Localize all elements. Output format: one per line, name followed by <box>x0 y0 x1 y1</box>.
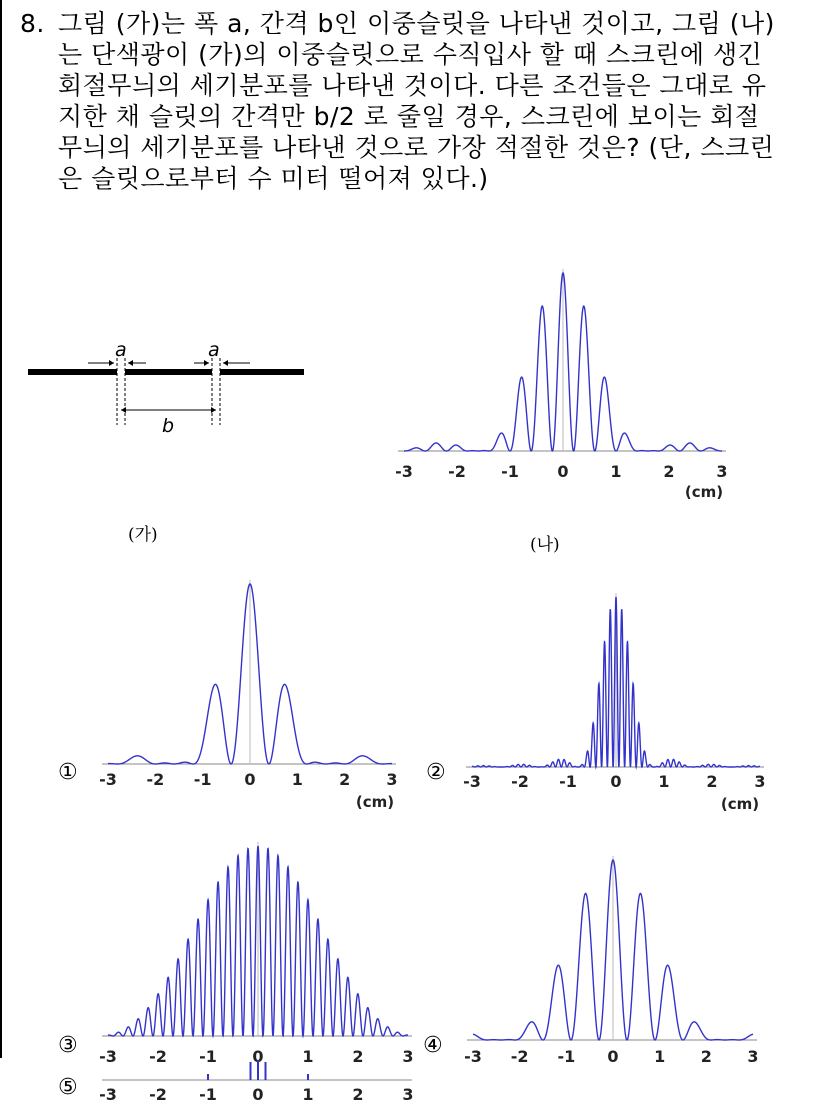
x-tick-label: 3 <box>402 1047 414 1066</box>
x-tick-label: 2 <box>339 770 351 789</box>
x-tick-label: -2 <box>149 1085 167 1104</box>
x-tick-label: 3 <box>386 770 398 789</box>
x-axis-unit-label: (cm) <box>684 483 724 501</box>
slit-diagram-svg <box>28 330 308 460</box>
graph-choice-3 <box>99 840 414 1070</box>
x-tick-label: 3 <box>747 1047 759 1066</box>
choice-4-label[interactable]: ④ <box>423 1033 443 1058</box>
x-tick-label: 0 <box>252 1047 264 1066</box>
caption-ga: (가) <box>128 525 158 545</box>
x-tick-label: 1 <box>610 462 622 481</box>
x-tick-label: -1 <box>559 772 577 791</box>
left-border-rule <box>0 0 2 1058</box>
x-tick-label: -1 <box>557 1047 576 1066</box>
graph-choice-1 <box>99 575 398 815</box>
arrow-head <box>211 407 216 413</box>
x-tick-label: -2 <box>146 770 165 789</box>
x-tick-label: -2 <box>510 1047 529 1066</box>
x-tick-label: 3 <box>754 772 766 791</box>
x-tick-label: 1 <box>291 770 303 789</box>
x-tick-label: -3 <box>99 1085 117 1104</box>
x-tick-label: -3 <box>464 1047 482 1066</box>
caption-na: (나) <box>530 535 560 555</box>
x-tick-label: 2 <box>706 772 718 791</box>
x-tick-label: 0 <box>607 1047 619 1066</box>
x-tick-label: -1 <box>193 770 212 789</box>
label-a-right: a <box>208 339 220 361</box>
x-tick-label: -2 <box>149 1047 167 1066</box>
choice-2-label[interactable]: ② <box>426 760 446 785</box>
label-a-left: a <box>115 339 127 361</box>
arrow-head <box>223 360 228 366</box>
x-tick-label: 2 <box>352 1047 364 1066</box>
graph-na <box>394 265 728 505</box>
x-tick-label: 3 <box>402 1085 414 1104</box>
arrow-head <box>128 360 133 366</box>
x-tick-label: -3 <box>99 770 117 789</box>
x-tick-label: -2 <box>511 772 529 791</box>
choice-3-label[interactable]: ③ <box>58 1033 78 1058</box>
x-tick-label: 0 <box>557 462 569 481</box>
choice-5-label[interactable]: ⑤ <box>58 1075 78 1100</box>
x-tick-label: 1 <box>302 1047 314 1066</box>
arrow-head <box>121 407 126 413</box>
x-tick-label: 2 <box>352 1085 364 1104</box>
x-tick-label: -2 <box>448 462 466 481</box>
arrow-head <box>109 360 114 366</box>
choice-1-label[interactable]: ① <box>58 760 78 785</box>
slit-diagram <box>28 330 308 460</box>
x-tick-label: 1 <box>302 1085 314 1104</box>
x-tick-label: 2 <box>663 462 675 481</box>
x-axis-unit-label: (cm) <box>355 793 395 811</box>
question-number: 8. <box>20 9 45 38</box>
x-tick-label: -1 <box>199 1085 217 1104</box>
x-tick-label: -1 <box>199 1047 217 1066</box>
x-tick-label: 0 <box>244 770 256 789</box>
x-tick-label: -1 <box>501 462 519 481</box>
x-tick-label: -3 <box>463 772 481 791</box>
graph-choice-5 <box>99 1060 414 1106</box>
x-tick-label: 0 <box>610 772 622 791</box>
x-tick-label: 3 <box>716 462 728 481</box>
x-tick-label: -3 <box>99 1047 117 1066</box>
question-text: 그림 (가)는 폭 a, 간격 b인 이중슬릿을 나타낸 것이고, 그림 (나)는 단색광이 (가)의 이중슬릿으로 수직입사 할 때 스크린에 생긴 회절무늬의 세기분포를 나타낸 것이다. 다른 조건들은 그대로 유지한 채 슬릿의 간격만 b/2 로 줄일 경우, 스크린에 보이는 회절무늬의 세기분포를 나타낸 것으로 가장 적절한 것은? (단, 스크린은 슬릿으로부터 수 미터 떨어져 있다.) <box>58 9 775 193</box>
x-tick-label: 1 <box>654 1047 666 1066</box>
x-tick-label: 1 <box>658 772 670 791</box>
x-tick-label: 2 <box>700 1047 712 1066</box>
x-axis-unit-label: (cm) <box>720 795 760 813</box>
label-b: b <box>162 415 175 437</box>
graph-choice-2 <box>462 575 766 815</box>
x-tick-label: -3 <box>395 462 413 481</box>
graph-choice-4 <box>464 850 759 1070</box>
x-tick-label: 0 <box>252 1085 264 1104</box>
